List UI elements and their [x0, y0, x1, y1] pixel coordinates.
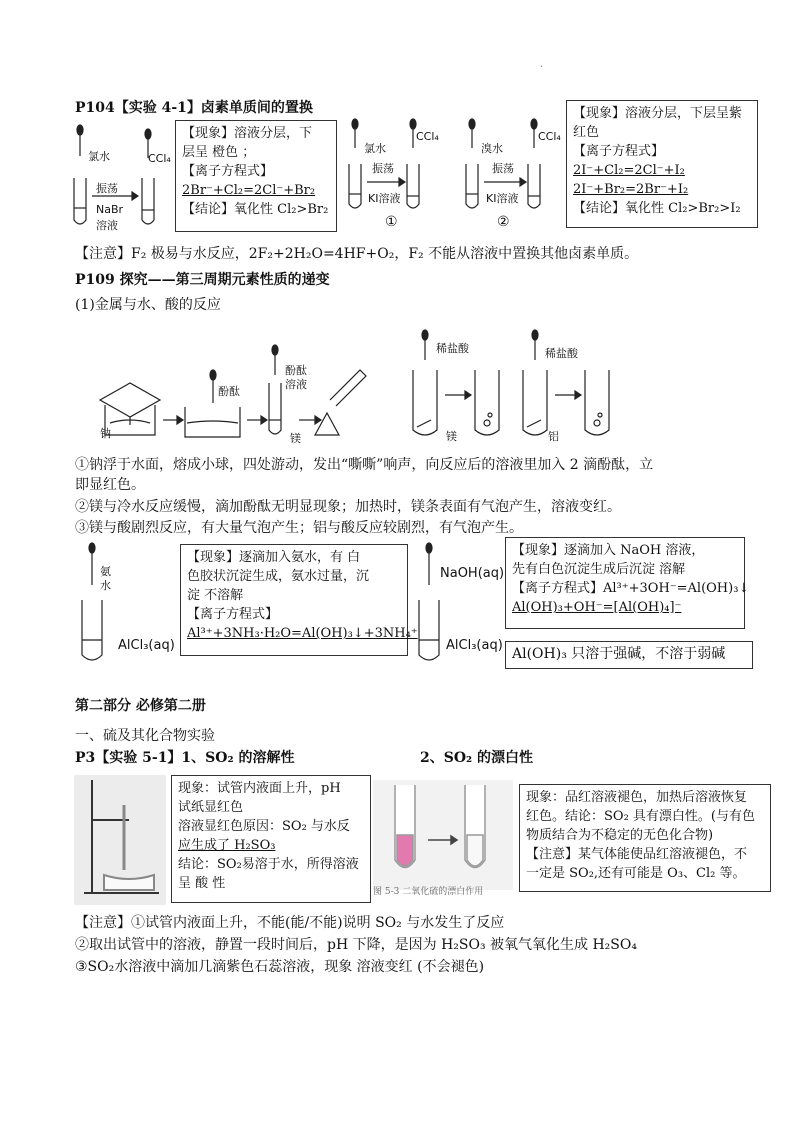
exp41-note: 【注意】F₂ 极易与水反应，2F₂+2H₂O=4HF+O₂，F₂ 不能从溶液中置换其他卤素单质。 — [75, 246, 639, 262]
label-cl-water-2: 氯水 — [364, 142, 386, 155]
box7-line5: 一定是 SO₂,还有可能是 O₃、Cl₂ 等。 — [526, 866, 746, 881]
box3-line3: 淀 不溶解 — [187, 588, 244, 603]
metal-reaction-apparatus — [95, 325, 615, 450]
stand-icon — [74, 775, 166, 905]
label-shake: 振荡 — [96, 182, 118, 195]
label-ccl4-3: CCl₄ — [538, 130, 561, 143]
p109-subtitle: (1)金属与水、酸的反应 — [75, 297, 221, 313]
page-dot: · — [540, 62, 544, 73]
so2-solubility-box — [171, 775, 371, 903]
alcl3-naoh-box — [505, 537, 750, 629]
box7-line3: 物质结合为不稳定的无色化合物) — [526, 828, 714, 843]
test-tube-pair-icon — [373, 780, 513, 890]
box6-line2: 试纸显红色 — [178, 800, 244, 815]
box2-line4: 2I⁻+Cl₂=2Cl⁻+I₂ — [573, 163, 685, 178]
box6-line5: 结论：SO₂易溶于水，所得溶液 — [178, 857, 359, 872]
label-shake-3: 振荡 — [492, 162, 514, 175]
label-circle-1: ① — [385, 214, 398, 230]
exp41-apparatus-left — [70, 118, 180, 236]
box2-line3: 【离子方程式】 — [573, 144, 665, 159]
exp51-title: P3【实验 5-1】1、SO₂ 的溶解性 — [75, 750, 295, 766]
aloh3-note-box — [505, 641, 753, 669]
box5-text: Al(OH)₃ 只溶于强碱，不溶于弱碱 — [512, 646, 726, 662]
box4-line4: Al(OH)₃+OH⁻=[Al(OH)₄]⁻ — [512, 600, 682, 615]
p109-line-3: ②镁与冷水反应缓慢，滴加酚酞无明显现象；加热时，镁条表面有气泡产生，溶液变红。 — [75, 499, 621, 515]
so2-bleaching-photo — [373, 780, 513, 890]
box3-line5: Al³⁺+3NH₃·H₂O=Al(OH)₃↓+3NH₄⁺ — [187, 626, 418, 641]
box3-line2: 色胶状沉淀生成，氨水过量，沉 — [187, 569, 370, 584]
label-sodium: 钠 — [100, 427, 111, 440]
box6-line4: 应生成了 H₂SO₃ — [178, 838, 276, 853]
label-solution: 溶液 — [96, 219, 118, 232]
label-ccl4: CCl₄ — [148, 152, 171, 165]
p109-title: P109 探究——第三周期元素性质的递变 — [75, 272, 330, 288]
part2-section: 一、硫及其化合物实验 — [75, 728, 215, 744]
p109-line-1: ①钠浮于水面，熔成小球，四处游动，发出“嘶嘶”响声，向反应后的溶液里加入 2 滴酚酞，立 — [75, 457, 654, 473]
p109-line-2: 即显红色。 — [75, 477, 145, 493]
box6-line3: 溶液显红色原因：SO₂ 与水反 — [178, 819, 350, 834]
label-ki-solution-1: KI溶液 — [368, 192, 401, 205]
label-circle-2: ② — [497, 214, 510, 230]
label-phenol-2: 酚酞 — [285, 364, 307, 377]
exp2-title: 2、SO₂ 的漂白性 — [420, 750, 534, 766]
box6-line1: 现象：试管内液面上升，pH — [178, 781, 341, 796]
label-alcl3-1: AlCl₃(aq) — [118, 638, 175, 653]
label-mg-2: 镁 — [446, 430, 457, 443]
part2-note-2: ②取出试管中的溶液，静置一段时间后，pH 下降，是因为 H₂SO₃ 被氧气氧化生成 H₂SO₄ — [75, 937, 637, 953]
box7-line2: 红色。结论：SO₂ 具有漂白性。(与有色 — [526, 809, 755, 824]
box4-line3: 【离子方程式】Al³⁺+3OH⁻=Al(OH)₃↓ — [512, 581, 750, 596]
box4-line1: 【现象】逐滴加入 NaOH 溶液， — [512, 543, 705, 558]
box7-line4: 【注意】某气体能使品红溶液褪色，不 — [526, 847, 748, 862]
box2-line2: 红色 — [573, 125, 600, 140]
label-al: 铝 — [548, 430, 559, 443]
exp41-result-box-1 — [175, 120, 337, 232]
box2-line5: 2I⁻+Br₂=2Br⁻+I₂ — [573, 182, 689, 197]
label-dilute-hcl-1: 稀盐酸 — [436, 342, 469, 355]
label-mg-1: 镁 — [290, 432, 301, 445]
box6-line6: 呈 酸 性 — [178, 876, 226, 891]
label-ki-solution-2: KI溶液 — [486, 192, 519, 205]
box1-line3: 【离子方程式】 — [182, 164, 274, 179]
part2-note-1: 【注意】①试管内液面上升，不能(能/不能)说明 SO₂ 与水发生了反应 — [75, 915, 505, 931]
box1-line2: 层呈 橙色 ； — [182, 145, 256, 160]
label-br-water: 溴水 — [481, 142, 503, 155]
label-cl-water: 氯水 — [88, 150, 110, 163]
box3-line4: 【离子方程式】 — [187, 607, 279, 622]
exp41-result-box-2 — [566, 100, 758, 228]
part2-title: 第二部分 必修第二册 — [75, 698, 206, 714]
box4-line2: 先有白色沉淀生成后沉淀 溶解 — [512, 562, 686, 577]
p109-line-4: ③镁与酸剧烈反应，有大量气泡产生；铝与酸反应较剧烈，有气泡产生。 — [75, 520, 523, 536]
box1-line1: 【现象】溶液分层，下 — [182, 126, 313, 141]
box2-line1: 【现象】溶液分层，下层呈紫 — [573, 106, 743, 121]
part2-note-3: ③SO₂水溶液中滴加几滴紫色石蕊溶液，现象 溶液变红 (不会褪色) — [75, 959, 485, 975]
label-shake-2: 振荡 — [372, 162, 394, 175]
label-solution-2: 溶液 — [285, 378, 307, 391]
box1-line5: 【结论】氧化性 Cl₂>Br₂ — [182, 202, 329, 217]
label-naoh: NaOH(aq) — [440, 566, 505, 581]
box1-line4: 2Br⁻+Cl₂=2Cl⁻+Br₂ — [182, 183, 316, 198]
so2-solubility-photo — [74, 775, 166, 905]
alcl3-ammonia-apparatus — [78, 540, 118, 665]
alcl3-ammonia-box — [180, 544, 418, 656]
label-dilute-hcl-2: 稀盐酸 — [545, 347, 578, 360]
box7-line1: 现象：品红溶液褪色，加热后溶液恢复 — [526, 790, 748, 805]
box3-line1: 【现象】逐滴加入氨水，有 白 — [187, 550, 361, 565]
label-ccl4-2: CCl₄ — [416, 130, 439, 143]
so2-bleaching-box — [519, 784, 771, 892]
label-nabr: NaBr — [96, 203, 124, 216]
label-alcl3-2: AlCl₃(aq) — [446, 638, 503, 653]
box2-line6: 【结论】氧化性 Cl₂>Br₂>I₂ — [573, 201, 741, 216]
exp41-title: P104【实验 4-1】卤素单质间的置换 — [75, 100, 313, 116]
figure-caption: 图 5-3 二氧化硫的漂白作用 — [373, 887, 484, 897]
label-phenol: 酚酞 — [218, 385, 240, 398]
label-ammonia-2: 水 — [100, 579, 111, 592]
label-ammonia: 氨 — [100, 565, 111, 578]
